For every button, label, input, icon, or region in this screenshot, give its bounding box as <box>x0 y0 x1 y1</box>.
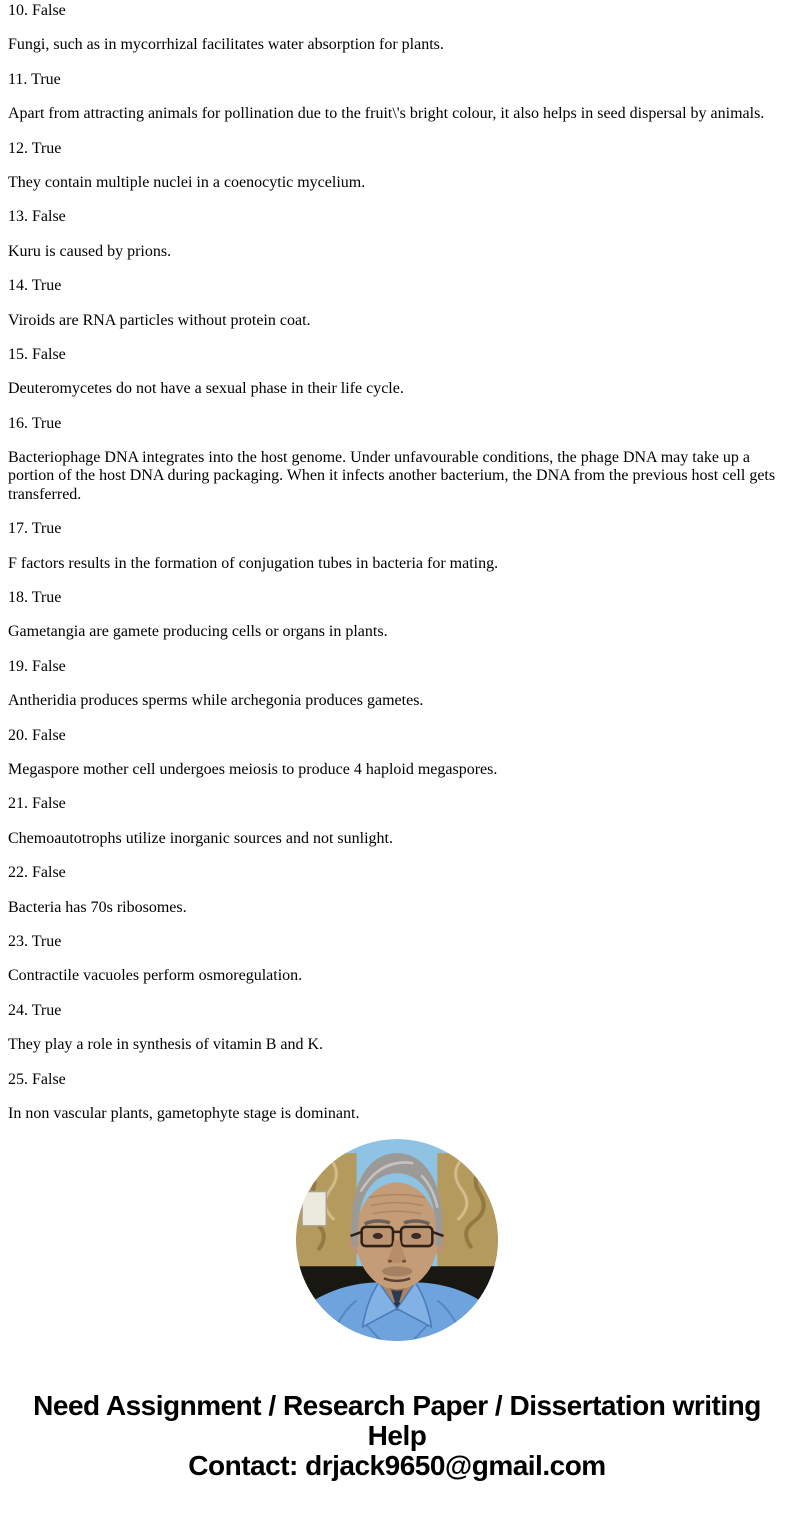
answer-value: True <box>31 277 62 295</box>
answer-value: False <box>32 795 66 813</box>
answer-verdict <box>8 2 786 20</box>
answer-explanation: Bacteria has 70s ribosomes. <box>8 898 187 916</box>
answer-explanation: They play a role in synthesis of vitamin B and K. <box>8 1036 324 1054</box>
answer-verdict <box>8 1002 786 1020</box>
answer-verdict <box>8 71 786 89</box>
answer-number: 23. <box>8 932 28 950</box>
answer-verdict <box>8 727 786 745</box>
answer-verdict <box>8 933 786 951</box>
answer-value: False <box>32 345 66 363</box>
answer-number: 12. <box>8 139 28 157</box>
answer-value: False <box>32 2 66 19</box>
answer-explanation: Kuru is caused by prions. <box>8 242 172 260</box>
answer-number: 22. <box>8 864 28 882</box>
answer-value: True <box>31 520 62 538</box>
answer-value: True <box>31 70 61 88</box>
contact-line: Contact: drjack9650@gmail.com <box>188 1450 606 1482</box>
answer-number: 16. <box>8 414 28 432</box>
instructor-photo <box>296 1139 498 1341</box>
answer-value: False <box>32 1070 66 1088</box>
answer-verdict <box>8 1071 786 1089</box>
promo-heading: Need Assignment / Research Paper / Dissertation writing Help <box>33 1390 761 1452</box>
answer-value: True <box>31 1001 62 1019</box>
answer-verdict <box>8 864 786 882</box>
answer-value: True <box>31 589 62 607</box>
answer-value: True <box>31 932 62 950</box>
answers-list <box>0 2 794 1123</box>
answer-verdict <box>8 520 786 538</box>
answer-value: False <box>32 864 66 882</box>
answer-verdict <box>8 208 786 226</box>
answer-number: 19. <box>8 657 28 675</box>
document-page <box>0 2 794 1481</box>
answer-explanation: Apart from attracting animals for pollination due to the fruit\'s bright colour, it also helps in seed dispersal by animals. <box>8 105 765 123</box>
answer-value: False <box>32 726 66 744</box>
answer-explanation: F factors results in the formation of conjugation tubes in bacteria for mating. <box>8 554 499 572</box>
answer-verdict <box>8 795 786 813</box>
answer-verdict <box>8 277 786 295</box>
answer-value: False <box>32 657 66 675</box>
answer-explanation: Antheridia produces sperms while archegonia produces gametes. <box>8 692 424 710</box>
answer-explanation: They contain multiple nuclei in a coenocytic mycelium. <box>8 173 366 191</box>
answer-explanation: Viroids are RNA particles without protein coat. <box>8 311 311 329</box>
answer-explanation: Contractile vacuoles perform osmoregulation. <box>8 967 303 985</box>
answer-number: 11. <box>8 70 28 88</box>
answer-verdict <box>8 589 786 607</box>
answer-number: 25. <box>8 1070 28 1088</box>
answer-verdict <box>8 346 786 364</box>
answer-explanation: Bacteriophage DNA integrates into the host genome. Under unfavourable conditions, the phage DNA may take up a portion of the host DNA during packaging. When it infects another bacterium, the DNA from the previous host cell gets transferred. <box>8 449 776 503</box>
answer-number: 21. <box>8 795 28 813</box>
answer-value: False <box>32 208 66 226</box>
answer-number: 24. <box>8 1001 28 1019</box>
answer-verdict <box>8 658 786 676</box>
avatar-container <box>0 1139 794 1341</box>
instructor-avatar <box>296 1139 498 1341</box>
answer-explanation: In non vascular plants, gametophyte stage is dominant. <box>8 1104 360 1122</box>
answer-explanation: Gametangia are gamete producing cells or organs in plants. <box>8 623 388 641</box>
answer-explanation: Megaspore mother cell undergoes meiosis to produce 4 haploid megaspores. <box>8 760 498 778</box>
promo-footer <box>27 1391 767 1481</box>
answer-number: 18. <box>8 589 28 607</box>
answer-number: 10. <box>8 2 28 19</box>
answer-verdict <box>8 415 786 433</box>
answer-number: 15. <box>8 345 28 363</box>
answer-number: 20. <box>8 726 28 744</box>
answer-explanation: Deuteromycetes do not have a sexual phase in their life cycle. <box>8 380 404 398</box>
answer-explanation: Chemoautotrophs utilize inorganic sources and not sunlight. <box>8 829 393 847</box>
answer-number: 14. <box>8 277 28 295</box>
answer-value: True <box>31 414 62 432</box>
answer-number: 17. <box>8 520 28 538</box>
answer-value: True <box>31 139 62 157</box>
answer-verdict <box>8 140 786 158</box>
answer-explanation: Fungi, such as in mycorrhizal facilitates water absorption for plants. <box>8 36 444 54</box>
answer-number: 13. <box>8 208 28 226</box>
